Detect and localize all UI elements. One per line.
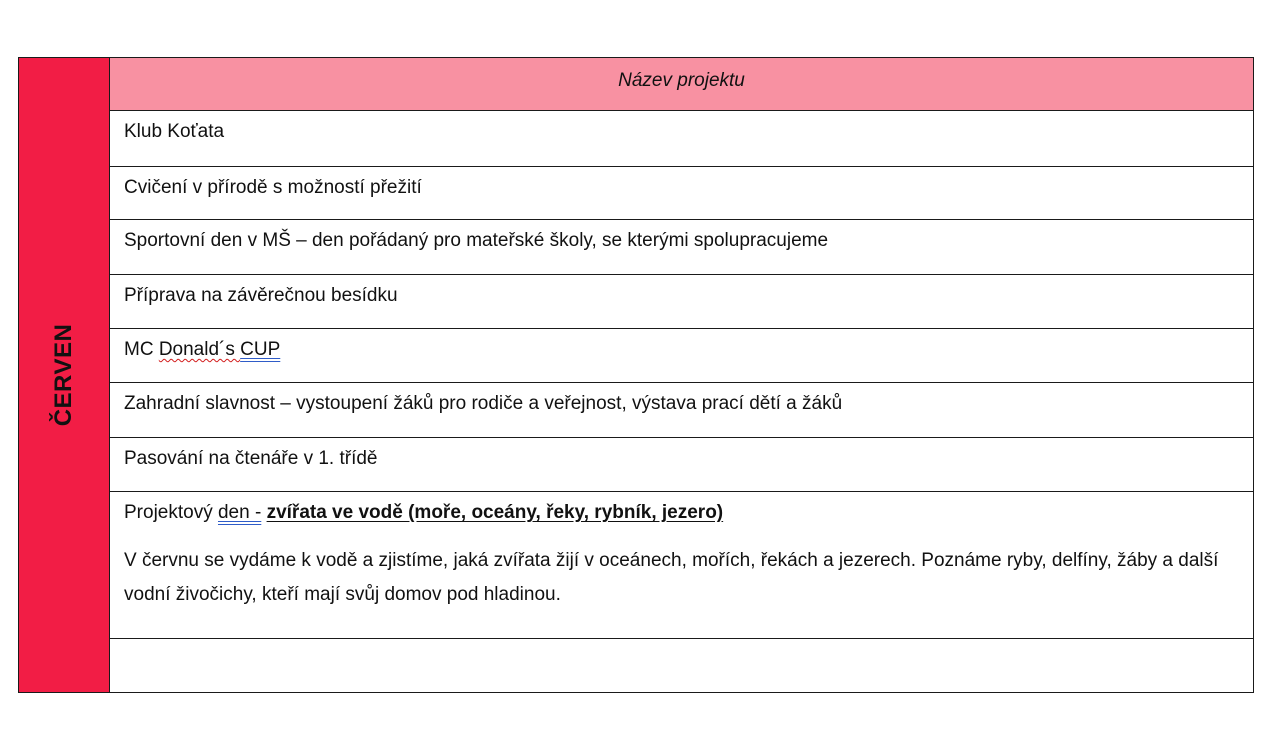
mcdonalds-name: Donald´s xyxy=(158,339,241,360)
table-row-project-day xyxy=(110,492,1253,639)
table-row: Zahradní slavnost – vystoupení žáků pro rodiče a veřejnost, výstava prací dětí a žáků xyxy=(110,383,1253,438)
table-header: Název projektu xyxy=(110,58,1253,111)
table-row: Klub Koťata xyxy=(110,111,1253,167)
table-row-empty xyxy=(110,639,1253,692)
table-row: Příprava na závěrečnou besídku xyxy=(110,275,1253,329)
project-day-topic: zvířata ve vodě (moře, oceány, řeky, rybník, jezero) xyxy=(266,502,724,523)
mcdonalds-cup: CUP xyxy=(240,339,281,360)
project-table xyxy=(18,57,1254,693)
project-rows xyxy=(110,58,1253,692)
project-day-title xyxy=(124,500,1239,526)
project-day-prefix: Projektový xyxy=(124,502,218,523)
table-row: Sportovní den v MŠ – den pořádaný pro mateřské školy, se kterými spolupracujeme xyxy=(110,220,1253,275)
table-row: Pasování na čtenáře v 1. třídě xyxy=(110,438,1253,492)
month-cell xyxy=(19,58,110,692)
table-row: Cvičení v přírodě s možností přežití xyxy=(110,167,1253,220)
mcdonalds-prefix: MC xyxy=(124,339,159,360)
project-day-den: den - xyxy=(217,502,262,523)
project-day-description: V červnu se vydáme k vodě a zjistíme, jaká zvířata žijí v oceánech, mořích, řekách a jezerech. Poznáme ryby, delfíny, žáby a další vodní živočichy, kteří mají svůj domov pod hladinou. xyxy=(124,550,1219,605)
month-label: ČERVEN xyxy=(50,323,77,427)
table-row xyxy=(110,329,1253,383)
